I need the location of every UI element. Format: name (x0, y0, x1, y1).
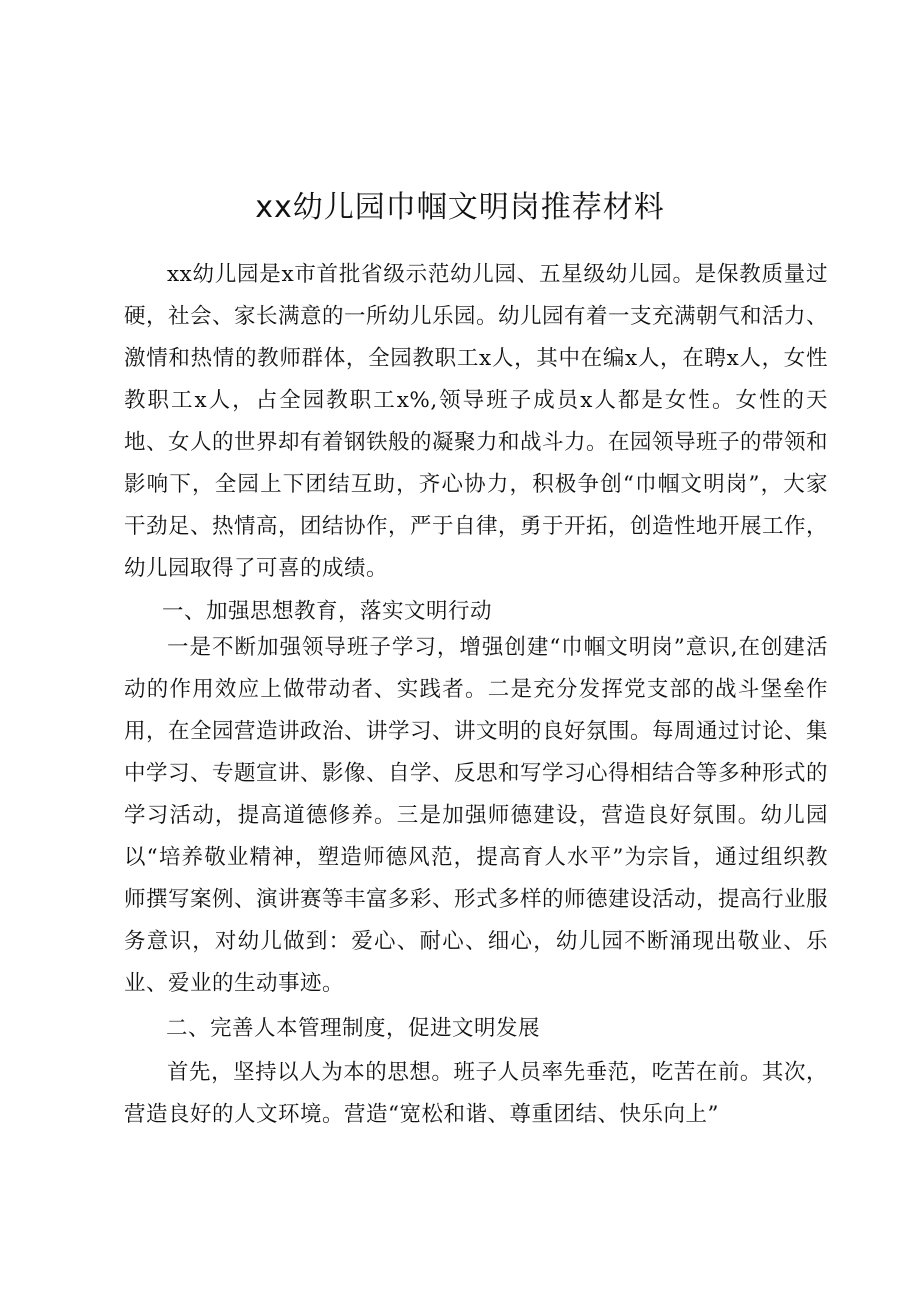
intro-paragraph: xx幼儿园是x市首批省级示范幼儿园、五星级幼儿园。是保教质量过硬，社会、家长满意的一所幼儿乐园。幼儿园有着一支充满朝气和活力、激情和热情的教师群体，全园教职工x人，其中在编x人，在聘x人，女性教职工x人，占全园教职工x%,领导班子成员x人都是女性。女性的天地、女人的世界却有着钢铁般的凝聚力和战斗力。在园领导班子的带领和影响下，全园上下团结互助，齐心协力，积极争创“巾帼文明岗”，大家干劲足、热情高，团结协作，严于自律，勇于开拓，创造性地开展工作，幼儿园取得了可喜的成绩。 (124, 262, 829, 581)
document-title: xx幼儿园巾帼文明岗推荐材料 (255, 190, 665, 225)
section-heading-2: 二、完善人本管理制度，促进文明发展 (166, 1016, 541, 1041)
section-body-1: 一是不断加强领导班子学习，增强创建“巾帼文明岗”意识,在创建活动的作用效应上做带动者、实践者。二是充分发挥党支部的战斗堡垒作用，在全园营造讲政治、讲学习、讲文明的良好氛围。每周通过讨论、集中学习、专题宣讲、影像、自学、反思和写学习心得相结合等多种形式的学习活动，提高道德修养。三是加强师德建设，营造良好氛围。幼儿园以“培养敬业精神，塑造师德风范，提高育人水平”为宗旨，通过组织教师撰写案例、演讲赛等丰富多彩、形式多样的师德建设活动，提高行业服务意识，对幼儿做到：爱心、耐心、细心，幼儿园不断涌现出敬业、乐业、爱业的生动事迹。 (124, 635, 829, 996)
section-heading-1: 一、加强思想教育，落实文明行动 (162, 599, 493, 624)
section-body-2: 首先，坚持以人为本的思想。班子人员率先垂范，吃苦在前。其次，营造良好的人文环境。营造“宽松和谐、尊重团结、快乐向上” (124, 1060, 828, 1127)
